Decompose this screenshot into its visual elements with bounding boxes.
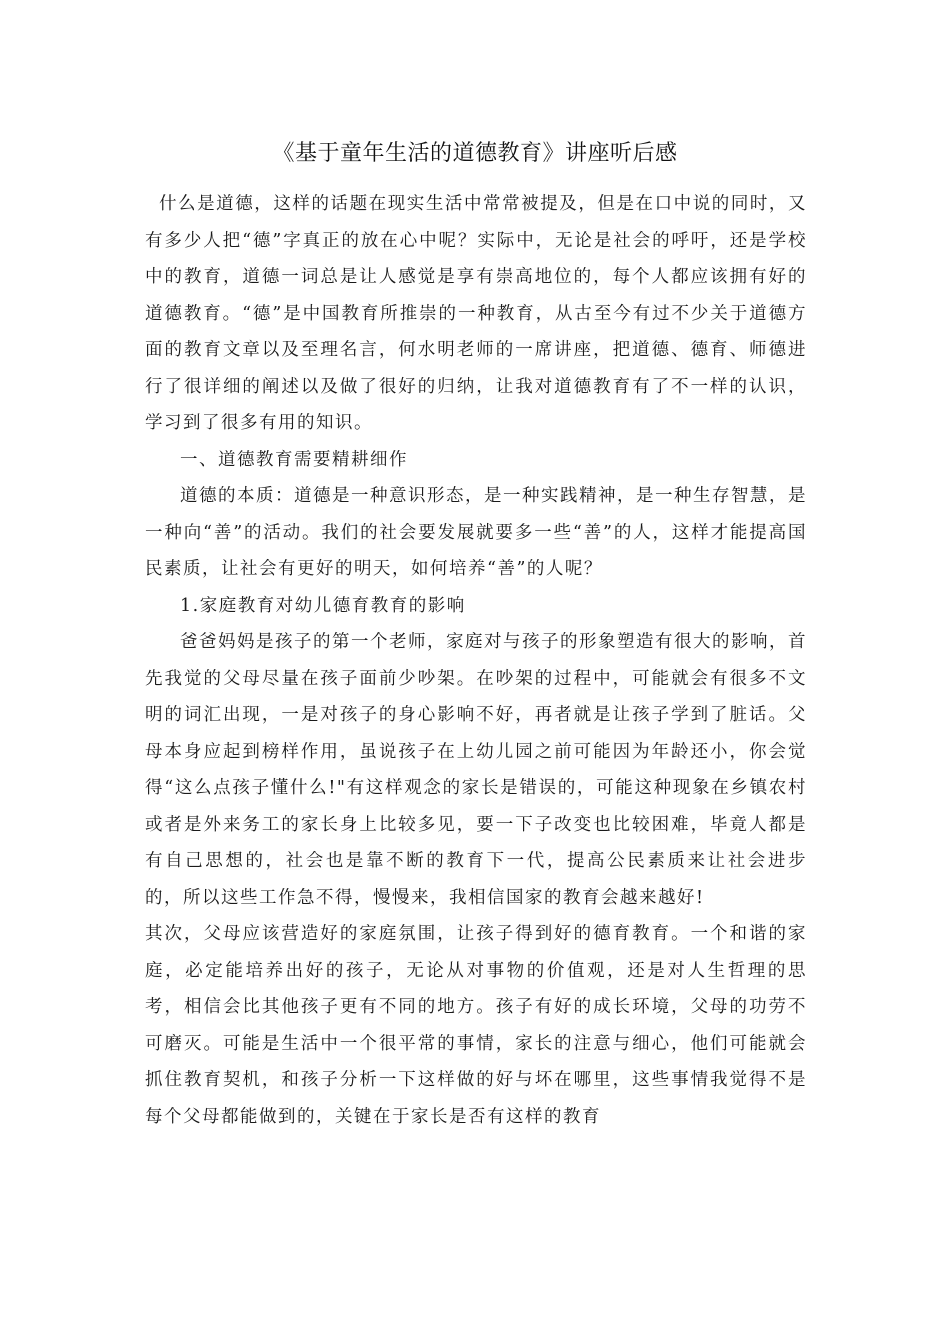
- paragraph-parents: 爸爸妈妈是孩子的第一个老师，家庭对与孩子的形象塑造有很大的影响，首先我觉的父母尽量在孩子面前少吵架。在吵架的过程中，可能就会有很多不文明的词汇出现，一是对孩子的身心影响不好，再者就是让孩子学到了脏话。父母本身应起到榜样作用，虽说孩子在上幼儿园之前可能因为年龄还小，你会觉得“这么点孩子懂什么!"有这样观念的家长是错误的，可能这种现象在乡镇农村或者是外来务工的家长身上比较多见，要一下子改变也比较困难，毕竟人都是有自己思想的，社会也是靠不断的教育下一代，提高公民素质来让社会进步的，所以这些工作急不得，慢慢来，我相信国家的教育会越来越好!: [145, 632, 807, 908]
- document-title: 《基于童年生活的道德教育》讲座听后感: [272, 141, 678, 166]
- paragraph-family-atmosphere: 其次，父母应该营造好的家庭氛围，让孩子得到好的德育教育。一个和谐的家庭，必定能培养出好的孩子，无论从对事物的价值观，还是对人生哲理的思考，相信会比其他孩子更有不同的地方。孩子有好的成长环境，父母的功劳不可磨灭。可能是生活中一个很平常的事情，家长的注意与细心，他们可能就会抓住教育契机，和孩子分析一下这样做的好与坏在哪里，这些事情我觉得不是每个父母都能做到的，关键在于家长是否有这样的教育: [145, 924, 807, 1127]
- document-body: [145, 186, 807, 1135]
- section-heading-1: 一、道德教育需要精耕细作: [180, 449, 408, 470]
- paragraph-morality-essence: 道德的本质：道德是一种意识形态，是一种实践精神，是一种生存智慧，是一种向“善”的活动。我们的社会要发展就要多一些“善”的人，这样才能提高国民素质，让社会有更好的明天，如何培养“善”的人呢？: [145, 486, 807, 579]
- subsection-heading-1: 1.家庭教育对幼儿德育教育的影响: [180, 595, 466, 616]
- paragraph-intro: 什么是道德，这样的话题在现实生活中常常被提及，但是在口中说的同时，又有多少人把“德”字真正的放在心中呢？实际中，无论是社会的呼吁，还是学校中的教育，道德一词总是让人感觉是享有崇高地位的，每个人都应该拥有好的道德教育。“德”是中国教育所推崇的一种教育，从古至今有过不少关于道德方面的教育文章以及至理名言，何水明老师的一席讲座，把道德、德育、师德进行了很详细的阐述以及做了很好的归纳，让我对道德教育有了不一样的认识，学习到了很多有用的知识。: [145, 194, 807, 433]
